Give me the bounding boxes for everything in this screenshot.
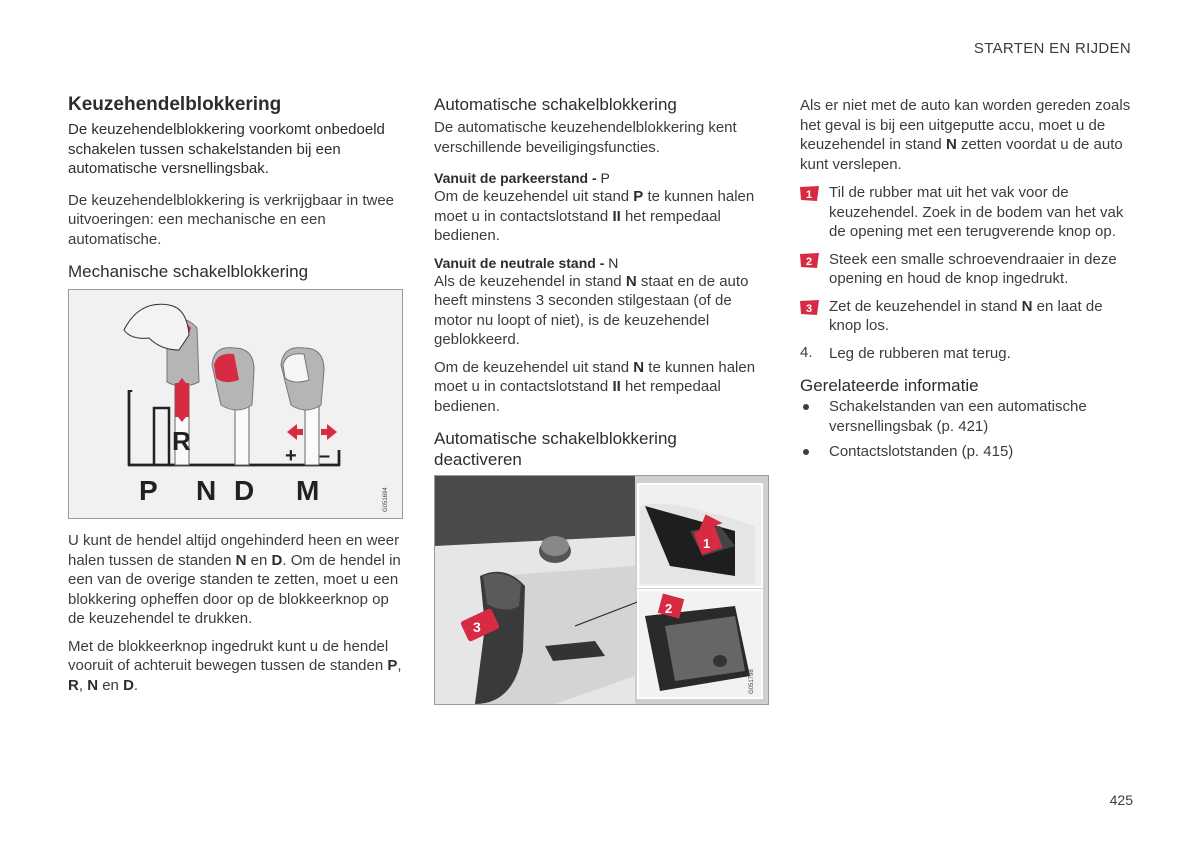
- lock-button-paragraph: Met de blokkeerknop ingedrukt kunt u de hendel vooruit of achteruit bewegen tussen de standen P, R, N en D.: [68, 637, 402, 694]
- callout-3: 3: [473, 619, 481, 635]
- section-header: STARTEN EN RIJDEN: [973, 40, 1131, 57]
- automatic-lock-paragraph: De automatische keuzehendelblokkering kent verschillende beveiligingsfuncties.: [434, 119, 737, 156]
- gear-label-m: M: [296, 475, 320, 506]
- lever-movement-paragraph: U kunt de hendel altijd ongehinderd heen en weer halen tussen de standen N en D. Om de hendel in een van de overige standen te zetten, moet u een blokkering opheffen door op de blokkeerknop op de keuzehendel te drukken.: [68, 532, 401, 627]
- neutral-heading: Vanuit de neutrale stand - N: [434, 254, 619, 271]
- related-link-1[interactable]: Schakelstanden van een automatische versnellingsbak (p. 421): [800, 397, 1135, 436]
- console-photo-illustration: [435, 476, 768, 704]
- step-1: 1 Til de rubber mat uit het vak voor de keuzehendel. Zoek in de bodem van het vak de opening met een terugverende knop op.: [800, 183, 1135, 242]
- mechanical-lock-figure: [68, 289, 403, 519]
- page-number: 425: [1109, 792, 1133, 808]
- svg-text:3: 3: [806, 302, 813, 315]
- step-number-1-icon: [800, 186, 819, 203]
- deactivate-heading: Automatische schakelblokkering deactiveren: [434, 429, 677, 469]
- minus-label: –: [319, 445, 331, 467]
- svg-text:1: 1: [806, 189, 813, 201]
- park-paragraph: Om de keuzehendel uit stand P te kunnen halen moet u in contactslotstand II het rempedaal bedienen.: [434, 188, 755, 244]
- step-number-2-icon: [800, 253, 819, 270]
- plus-label: +: [285, 445, 297, 467]
- step-number-4: 4.: [800, 343, 813, 361]
- gear-label-d: D: [234, 475, 255, 506]
- neutral-paragraph: Als de keuzehendel in stand N staat en de auto heeft minstens 3 seconden stilgestaan (of de motor nu loopt of niet), is de keuzehendel geblokkeerd.: [434, 272, 749, 348]
- step-number-3-icon: [800, 300, 819, 317]
- availability-paragraph: De keuzehendelblokkering is verkrijgbaar in twee uitvoeringen: een mechanische en een automatische.: [68, 191, 395, 248]
- towing-paragraph: Als er niet met de auto kan worden gereden zoals het geval is bij een uitgeputte accu, moet u de keuzehendel in stand N zetten voordat u de auto kunt verslepen.: [800, 97, 1131, 173]
- column-1: [68, 94, 403, 695]
- deactivate-figure: [434, 475, 769, 705]
- step-3: 3 Zet de keuzehendel in stand N en laat de knop los.: [800, 297, 1135, 336]
- column-2: [434, 94, 769, 705]
- gear-lever-illustration: [69, 290, 402, 518]
- figure-code: G051798: [749, 669, 755, 694]
- bullet-icon: [803, 404, 809, 410]
- automatic-lock-heading: Automatische schakelblokkering: [434, 95, 677, 114]
- figure-code: G051694: [383, 487, 389, 512]
- reverse-label: R: [172, 426, 191, 456]
- bullet-icon: [803, 449, 809, 455]
- mechanical-lock-heading: Mechanische schakelblokkering: [68, 262, 309, 281]
- related-link-2[interactable]: Contactslotstanden (p. 415): [800, 442, 1135, 462]
- page-title: Keuzehendelblokkering: [68, 94, 282, 115]
- step-4: 4. Leg de rubberen mat terug.: [800, 343, 1011, 362]
- gear-label-p: P: [139, 475, 158, 506]
- neutral-release-paragraph: Om de keuzehendel uit stand N te kunnen halen moet u in contactslotstand II het rempedaal bedienen.: [434, 358, 756, 415]
- park-heading: Vanuit de parkeerstand - P: [434, 170, 610, 186]
- intro-paragraph: De keuzehendelblokkering voorkomt onbedoeld schakelen tussen schakelstanden bij een automatische versnellingsbak.: [68, 121, 385, 177]
- callout-2: 2: [665, 601, 673, 616]
- step-2: 2 Steek een smalle schroevendraaier in deze opening en houd de knop ingedrukt.: [800, 250, 1135, 289]
- svg-text:2: 2: [806, 255, 813, 268]
- column-3: [800, 96, 1135, 468]
- related-info-heading: Gerelateerde informatie: [800, 376, 979, 395]
- gear-label-n: N: [196, 475, 217, 506]
- callout-1: 1: [703, 536, 711, 551]
